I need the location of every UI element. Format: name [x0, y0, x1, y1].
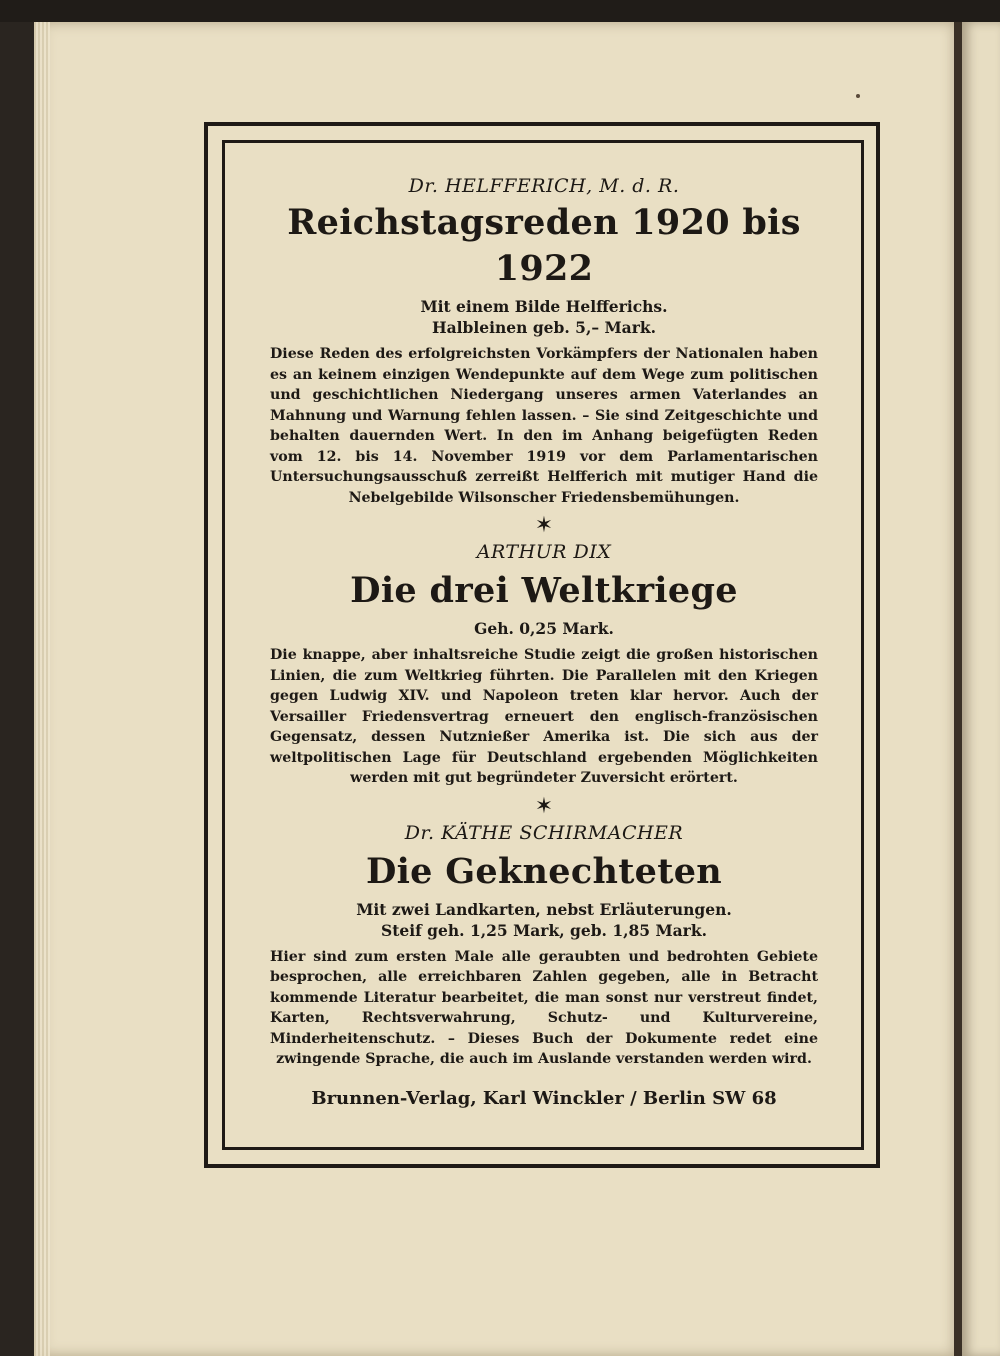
book-author: Dr. HELFFERICH, M. d. R. — [408, 175, 680, 197]
book-price: Halbleinen geb. 5,– Mark. — [431, 318, 656, 337]
book-description: Hier sind zum ersten Male alle geraubten und bedrohten Gebiete besprochen, alle erreichbaren Zahlen gegeben, alle in Betracht kommende Literatur bearbeitet, die man sonst nur verstreut findet, Karten, Rechtsverwahrung, Schutz- und Kulturvereine, Minderheitenschutz. – Dieses Buch der Dokumente redet eine zwingende Sprache, die auch im Auslande verstanden werden wird. — [270, 948, 818, 1067]
book-description: Die knappe, aber inhaltsreiche Studie zeigt die großen historischen Linien, die zum Weltkrieg führten. Die Parallelen mit den Kriegen gegen Ludwig XIV. und Napoleon treten klar hervor. Auch der Versailler Friedensvertrag erneuert den englisch-französischen Gegensatz, dessen Nutznießer Amerika ist. Die sich aus der weltpolitischen Lage für Deutschland ergebenden Möglichkeiten werden mit gut begründeter Zuversicht erörtert. — [270, 647, 818, 786]
book-subline: Mit zwei Landkarten, nebst Erläuterungen. — [356, 899, 732, 919]
page-edges — [34, 22, 50, 1356]
advertisement-content — [270, 172, 818, 1070]
book-title: Die Geknechteten — [365, 850, 723, 892]
book-price: Steif geh. 1,25 Mark, geb. 1,85 Mark. — [381, 920, 707, 940]
book-title: Reichstagsreden 1920 bis 1922 — [287, 202, 801, 289]
book-description: Diese Reden des erfolgreichsten Vorkämpfers der Nationalen haben es an keinem einzigen Wendepunkte auf dem Wege zum politischen und geschichtlichen Niedergang unseres armen Vaterlandes an Mahnung und Warnung fehlen lassen. – Sie sind Zeitgeschichte und behalten dauernden Wert. In den im Anhang beigefügten Reden vom 12. bis 14. November 1919 vor dem Parlamentarischen Untersuchungsausschuß zerreißt Helfferich mit mutiger Hand die Nebelgebilde Wilsonscher Friedensbemühungen. — [270, 346, 818, 506]
book-entry-dix — [270, 538, 818, 789]
dust-speck — [856, 94, 860, 98]
publisher-imprint: Brunnen-Verlag, Karl Winckler / Berlin SW 68 — [311, 1088, 777, 1109]
facing-page-edge — [962, 22, 1000, 1356]
book-author: ARTHUR DIX — [476, 541, 612, 563]
scan-background-top — [0, 0, 1000, 22]
book-subline: Mit einem Bilde Helfferichs. — [420, 297, 668, 316]
separator-star-icon: ✶ — [534, 513, 554, 538]
book-entry-schirmacher — [270, 819, 818, 1070]
book-author: Dr. KÄTHE SCHIRMACHER — [404, 821, 684, 844]
separator-star-icon: ✶ — [534, 793, 554, 819]
book-entry-helfferich — [270, 172, 818, 508]
book-price: Geh. 0,25 Mark. — [474, 619, 614, 638]
book-gutter — [954, 22, 962, 1356]
book-title: Die drei Weltkriege — [350, 570, 738, 611]
